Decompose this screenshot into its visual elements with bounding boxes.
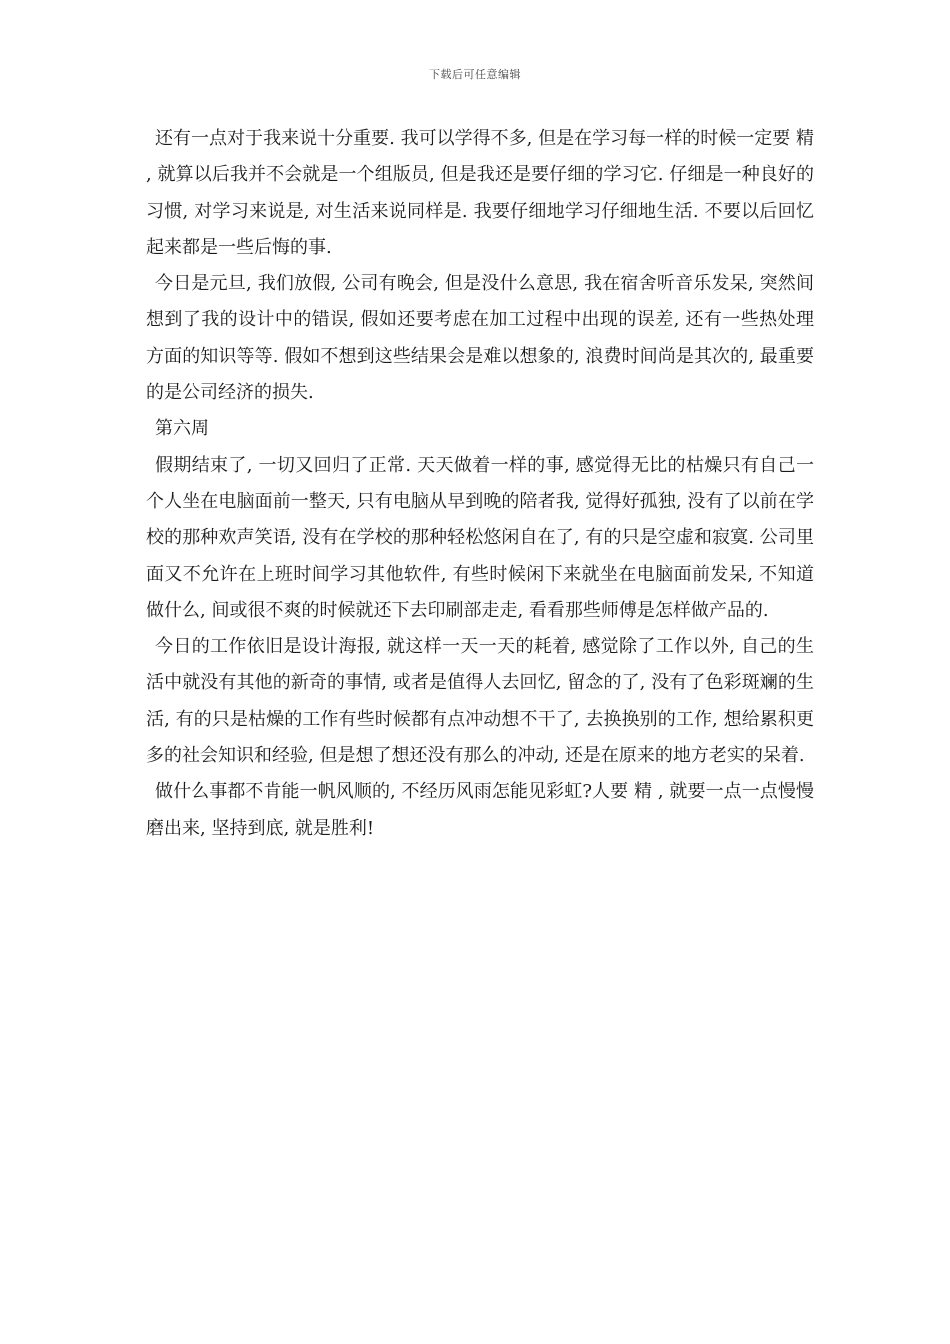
page-header: 下载后可任意编辑: [429, 68, 521, 81]
paragraph: 今日是元旦, 我们放假, 公司有晚会, 但是没什么意思, 我在宿舍听音乐发呆, 突然间想到了我的设计中的错误, 假如还要考虑在加工过程中出现的误差, 还有一些热处理方面的知识等等. 假如不想到这些结果会是难以想象的, 浪费时间尚是其次的, 最重要的是公司经济的损失.: [146, 273, 814, 404]
paragraph: 今日的工作依旧是设计海报, 就这样一天一天的耗着, 感觉除了工作以外, 自己的生活中就没有其他的新奇的事情, 或者是值得人去回忆, 留念的了, 没有了色彩斑斓的生活, 有的只是枯燥的工作有些时候都有点冲动想不干了, 去换换别的工作, 想给累积更多的社会知识和经验, 但是想了想还没有那么的冲动, 还是在原来的地方老实的呆着.: [146, 636, 814, 767]
document-body: [146, 121, 814, 847]
paragraph: 还有一点对于我来说十分重要. 我可以学得不多, 但是在学习每一样的时候一定要 精 , 就算以后我并不会就是一个组版员, 但是我还是要仔细的学习它. 仔细是一种良好的习惯, 对学习来说是, 对生活来说同样是. 我要仔细地学习仔细地生活. 不要以后回忆起来都是一些后悔的事.: [146, 128, 814, 258]
paragraph: 假期结束了, 一切又回归了正常. 天天做着一样的事, 感觉得无比的枯燥只有自己一个人坐在电脑面前一整天, 只有电脑从早到晚的陪者我, 觉得好孤独, 没有了以前在学校的那种欢声笑语, 没有在学校的那种轻松悠闲自在了, 有的只是空虚和寂寞. 公司里面又不允许在上班时间学习其他软件, 有些时候闲下来就坐在电脑面前发呆, 不知道做什么, 间或很不爽的时候就还下去印刷部走走, 看看那些师傅是怎样做产品的.: [146, 454, 814, 621]
section-heading: 第六周: [155, 418, 209, 440]
paragraph: 做什么事都不肯能一帆风顺的, 不经历风雨怎能见彩虹?人要 精 , 就要一点一点慢慢磨出来, 坚持到底, 就是胜利!: [146, 781, 814, 839]
